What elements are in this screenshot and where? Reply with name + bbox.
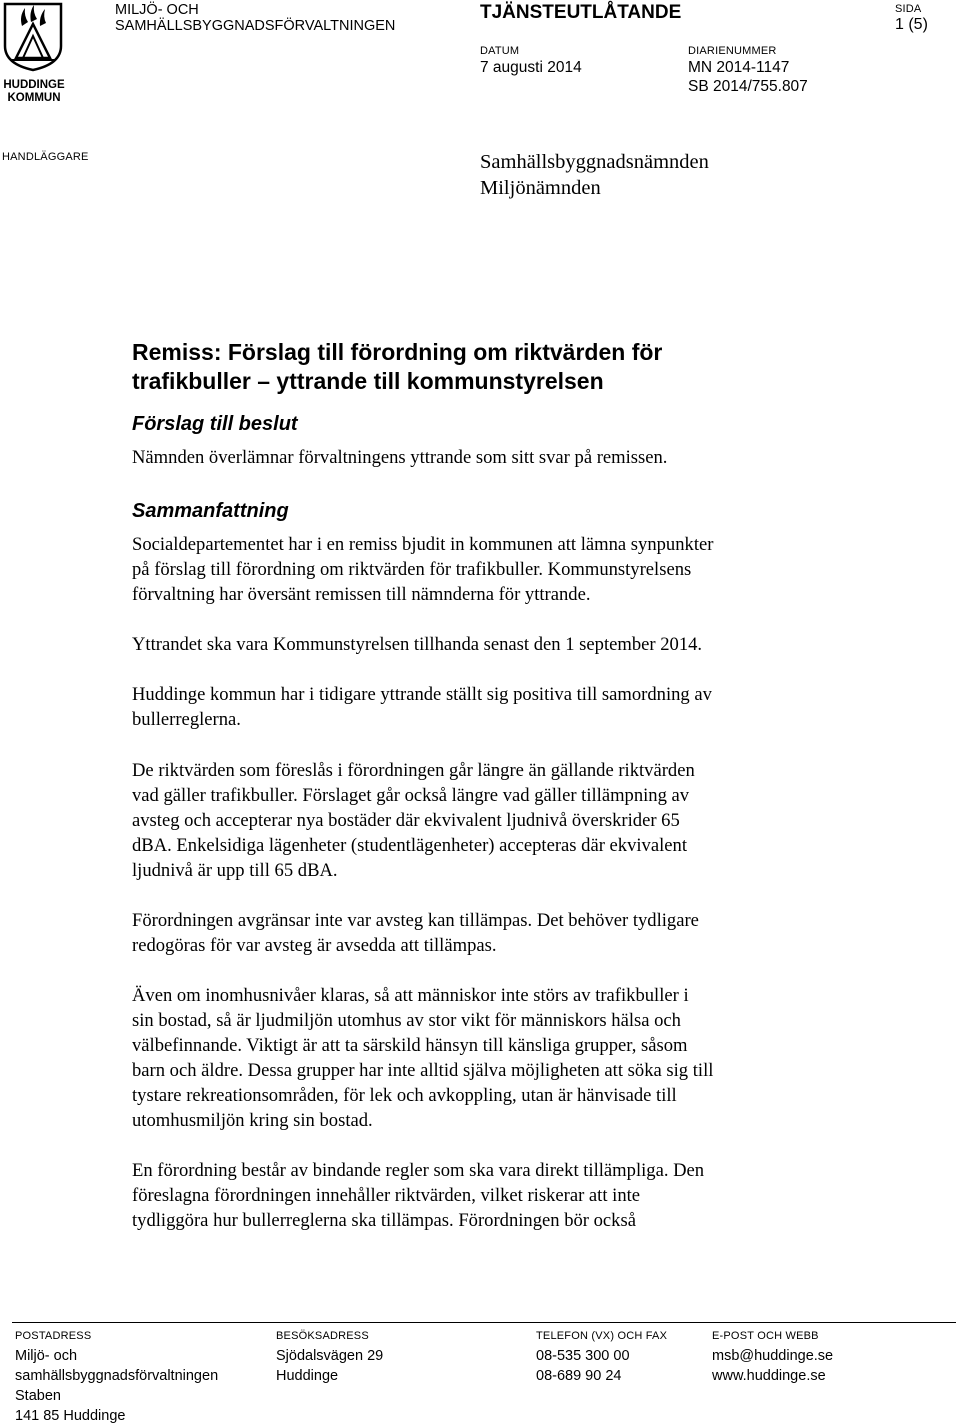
phone-label: TELEFON (VX) OCH FAX bbox=[536, 1330, 668, 1342]
paragraph-line: Förordningen avgränsar inte var avsteg kan tillämpas. Det behöver tydligare bbox=[132, 910, 699, 931]
title-line-1: Remiss: Förslag till förordning om riktvärden för bbox=[132, 339, 663, 365]
email-link[interactable]: msb@huddinge.se bbox=[712, 1348, 834, 1364]
decision-text: Nämnden överlämnar förvaltningens yttrande som sitt svar på remissen. bbox=[132, 447, 668, 468]
postal-line: samhällsbyggnadsförvaltningen bbox=[15, 1368, 219, 1384]
summary-heading: Sammanfattning bbox=[132, 500, 289, 522]
paragraph-6 bbox=[132, 983, 832, 1133]
diary-label: DIARIENUMMER bbox=[688, 45, 777, 57]
paragraph-line: En förordning består av bindande regler som ska vara direkt tillämpliga. Den bbox=[132, 1160, 705, 1181]
email-label: E-POST OCH WEBB bbox=[712, 1330, 819, 1342]
diary-value-2: SB 2014/755.807 bbox=[688, 78, 808, 95]
footer-email bbox=[712, 1330, 833, 1386]
paragraph-line: förvaltning har översänt remissen till nämnderna för yttrande. bbox=[132, 584, 591, 605]
paragraph-2 bbox=[132, 632, 832, 657]
paragraph-line: tystare rekreationsområden, för lek och avkoppling, utan är hänvisade till bbox=[132, 1085, 677, 1106]
coat-of-arms-icon bbox=[2, 2, 64, 72]
postal-label: POSTADRESS bbox=[15, 1330, 92, 1342]
paragraph-line: bullerreglerna. bbox=[132, 709, 241, 730]
paragraph-line: sin bostad, så är ljudmiljön utomhus av stor vikt för människors hälsa och bbox=[132, 1010, 681, 1031]
paragraph-line: De riktvärden som föreslås i förordningen går längre än gällande riktvärden bbox=[132, 760, 695, 781]
phone-line: 08-535 300 00 bbox=[536, 1348, 630, 1364]
decision-heading: Förslag till beslut bbox=[132, 413, 298, 435]
paragraph-line: föreslagna förordningen innehåller riktvärden, vilket riskerar att inte bbox=[132, 1185, 641, 1206]
handler-label: HANDLÄGGARE bbox=[2, 151, 89, 163]
date-value: 7 augusti 2014 bbox=[480, 59, 582, 76]
paragraph-line: välbefinnande. Viktigt är att ta särskild hänsyn till känsliga grupper, såsom bbox=[132, 1035, 688, 1056]
paragraph-line: ljudnivå är upp till 65 dBA. bbox=[132, 860, 338, 881]
date-label: DATUM bbox=[480, 45, 520, 57]
footer-postal bbox=[15, 1330, 218, 1426]
org-line-2: SAMHÄLLSBYGGNADSFÖRVALTNINGEN bbox=[115, 18, 396, 34]
paragraph-line: Även om inomhusnivåer klaras, så att människor inte störs av trafikbuller i bbox=[132, 985, 689, 1006]
visit-label: BESÖKSADRESS bbox=[276, 1330, 369, 1342]
paragraph-line: på förslag till förordning om riktvärden för trafikbuller. Kommunstyrelsens bbox=[132, 559, 692, 580]
paragraph-1 bbox=[132, 532, 832, 607]
paragraph-line: Huddinge kommun har i tidigare yttrande ställt sig positiva till samordning av bbox=[132, 684, 712, 705]
document-type: TJÄNSTEUTLÅTANDE bbox=[480, 2, 682, 23]
title-line-2: trafikbuller – yttrande till kommunstyrelsen bbox=[132, 368, 604, 394]
footer-phone bbox=[536, 1330, 667, 1386]
recipient-1: Samhällsbyggnadsnämnden bbox=[480, 151, 709, 173]
paragraph-line: utomhusmiljön kring sin bostad. bbox=[132, 1110, 373, 1131]
paragraph-line: Yttrandet ska vara Kommunstyrelsen tillhanda senast den 1 september 2014. bbox=[132, 634, 703, 655]
web-link[interactable]: www.huddinge.se bbox=[712, 1368, 826, 1384]
footer-divider bbox=[12, 1322, 956, 1323]
diary-value-1: MN 2014-1147 bbox=[688, 59, 790, 76]
page-title bbox=[132, 338, 662, 396]
paragraph-line: Socialdepartementet har i en remiss bjudit in kommunen att lämna synpunkter bbox=[132, 534, 714, 555]
phone-line: 08-689 90 24 bbox=[536, 1368, 622, 1384]
paragraph-4 bbox=[132, 758, 832, 883]
postal-line: Staben bbox=[15, 1388, 61, 1404]
footer-visit bbox=[276, 1330, 383, 1386]
org-line-1: MILJÖ- OCH bbox=[115, 2, 199, 18]
page-label: SIDA bbox=[895, 3, 922, 15]
paragraph-line: redogöras för var avsteg är avsedda att tillämpas. bbox=[132, 935, 497, 956]
paragraph-line: barn och äldre. Dessa grupper har inte alltid själva möjligheten att söka sig till bbox=[132, 1060, 714, 1081]
paragraph-7 bbox=[132, 1158, 832, 1233]
visit-line: Sjödalsvägen 29 bbox=[276, 1348, 384, 1364]
paragraph-line: tydliggöra hur bullerreglerna ska tillämpas. Förordningen bör också bbox=[132, 1210, 636, 1231]
postal-line: 141 85 Huddinge bbox=[15, 1408, 126, 1424]
visit-line: Huddinge bbox=[276, 1368, 339, 1384]
municipality-logo bbox=[2, 2, 64, 102]
paragraph-line: avsteg och accepterar nya bostäder där ekvivalent ljudnivå överskrider 65 bbox=[132, 810, 680, 831]
paragraph-line: vad gäller trafikbuller. Förslaget går också längre vad gäller tillämpning av bbox=[132, 785, 690, 806]
recipient-2: Miljönämnden bbox=[480, 177, 601, 199]
paragraph-3 bbox=[132, 682, 832, 732]
page-value: 1 (5) bbox=[895, 16, 928, 33]
logo-wordmark: HUDDINGE KOMMUN bbox=[3, 79, 65, 104]
paragraph-line: dBA. Enkelsidiga lägenheter (studentlägenheter) accepteras där ekvivalent bbox=[132, 835, 687, 856]
postal-line: Miljö- och bbox=[15, 1348, 78, 1364]
paragraph-5 bbox=[132, 908, 832, 958]
